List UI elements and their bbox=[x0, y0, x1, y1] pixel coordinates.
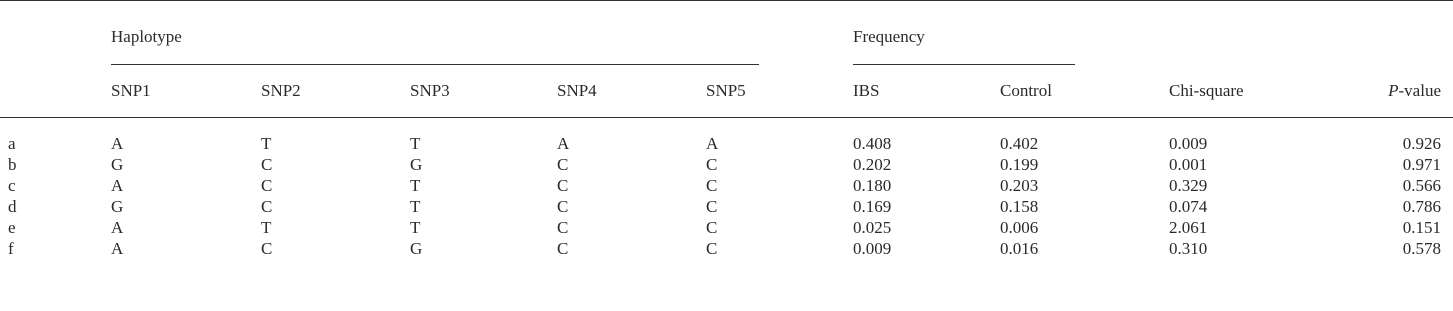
cell-snp5: C bbox=[706, 176, 718, 195]
cell-snp5: C bbox=[706, 218, 718, 237]
col-header-snp4: SNP4 bbox=[557, 81, 597, 100]
row-label: f bbox=[8, 239, 14, 258]
cell-snp4: C bbox=[557, 197, 569, 216]
cell-snp3: T bbox=[410, 197, 421, 216]
cell-p-value: 0.566 bbox=[1402, 176, 1441, 195]
cell-snp1: A bbox=[111, 176, 124, 195]
cell-p-value: 0.971 bbox=[1402, 155, 1441, 174]
cell-snp4: C bbox=[557, 218, 569, 237]
haplotype-group-header: Haplotype bbox=[111, 27, 182, 46]
cell-snp5: C bbox=[706, 155, 718, 174]
col-header-ibs: IBS bbox=[853, 81, 880, 100]
frequency-span-rule bbox=[853, 64, 1075, 65]
cell-ibs: 0.169 bbox=[853, 197, 892, 216]
col-header-snp3: SNP3 bbox=[410, 81, 450, 100]
cell-snp1: A bbox=[111, 134, 124, 153]
cell-snp1: G bbox=[111, 155, 124, 174]
cell-snp4: C bbox=[557, 239, 569, 258]
table-top-rule bbox=[0, 0, 1453, 1]
frequency-group-header: Frequency bbox=[853, 27, 925, 46]
cell-control: 0.158 bbox=[1000, 197, 1039, 216]
col-header-snp5: SNP5 bbox=[706, 81, 746, 100]
cell-snp2: C bbox=[261, 176, 273, 195]
cell-chi-square: 0.074 bbox=[1169, 197, 1208, 216]
cell-control: 0.016 bbox=[1000, 239, 1039, 258]
cell-snp2: C bbox=[261, 239, 273, 258]
cell-chi-square: 0.001 bbox=[1169, 155, 1208, 174]
col-header-p-value bbox=[1388, 81, 1441, 101]
cell-control: 0.006 bbox=[1000, 218, 1039, 237]
p-suffix: -value bbox=[1398, 81, 1441, 100]
cell-control: 0.402 bbox=[1000, 134, 1039, 153]
cell-p-value: 0.786 bbox=[1402, 197, 1441, 216]
haplotype-span-rule bbox=[111, 64, 759, 65]
cell-control: 0.199 bbox=[1000, 155, 1039, 174]
cell-ibs: 0.408 bbox=[853, 134, 892, 153]
header-bottom-rule bbox=[0, 117, 1453, 118]
cell-snp2: T bbox=[261, 218, 272, 237]
cell-snp1: G bbox=[111, 197, 124, 216]
cell-snp4: A bbox=[557, 134, 570, 153]
cell-p-value: 0.578 bbox=[1402, 239, 1441, 258]
cell-snp2: C bbox=[261, 197, 273, 216]
cell-ibs: 0.202 bbox=[853, 155, 892, 174]
cell-p-value: 0.151 bbox=[1402, 218, 1441, 237]
cell-snp5: A bbox=[706, 134, 719, 153]
cell-chi-square: 0.329 bbox=[1169, 176, 1208, 195]
cell-snp3: T bbox=[410, 218, 421, 237]
p-italic: P bbox=[1388, 81, 1399, 100]
cell-chi-square: 0.009 bbox=[1169, 134, 1208, 153]
cell-snp3: G bbox=[410, 239, 423, 258]
cell-ibs: 0.025 bbox=[853, 218, 892, 237]
cell-snp4: C bbox=[557, 176, 569, 195]
row-label: a bbox=[8, 134, 16, 153]
cell-snp2: T bbox=[261, 134, 272, 153]
row-label: b bbox=[8, 155, 17, 174]
row-label: c bbox=[8, 176, 16, 195]
cell-snp3: T bbox=[410, 176, 421, 195]
cell-snp1: A bbox=[111, 218, 124, 237]
cell-chi-square: 2.061 bbox=[1169, 218, 1208, 237]
cell-ibs: 0.180 bbox=[853, 176, 892, 195]
cell-snp3: T bbox=[410, 134, 421, 153]
cell-snp5: C bbox=[706, 197, 718, 216]
row-label: e bbox=[8, 218, 16, 237]
cell-chi-square: 0.310 bbox=[1169, 239, 1208, 258]
col-header-snp1: SNP1 bbox=[111, 81, 151, 100]
cell-p-value: 0.926 bbox=[1402, 134, 1441, 153]
cell-control: 0.203 bbox=[1000, 176, 1039, 195]
cell-ibs: 0.009 bbox=[853, 239, 892, 258]
col-header-chi-square: Chi-square bbox=[1169, 81, 1244, 100]
row-label: d bbox=[8, 197, 17, 216]
cell-snp2: C bbox=[261, 155, 273, 174]
cell-snp1: A bbox=[111, 239, 124, 258]
col-header-control: Control bbox=[1000, 81, 1052, 100]
col-header-snp2: SNP2 bbox=[261, 81, 301, 100]
cell-snp5: C bbox=[706, 239, 718, 258]
cell-snp3: G bbox=[410, 155, 423, 174]
cell-snp4: C bbox=[557, 155, 569, 174]
